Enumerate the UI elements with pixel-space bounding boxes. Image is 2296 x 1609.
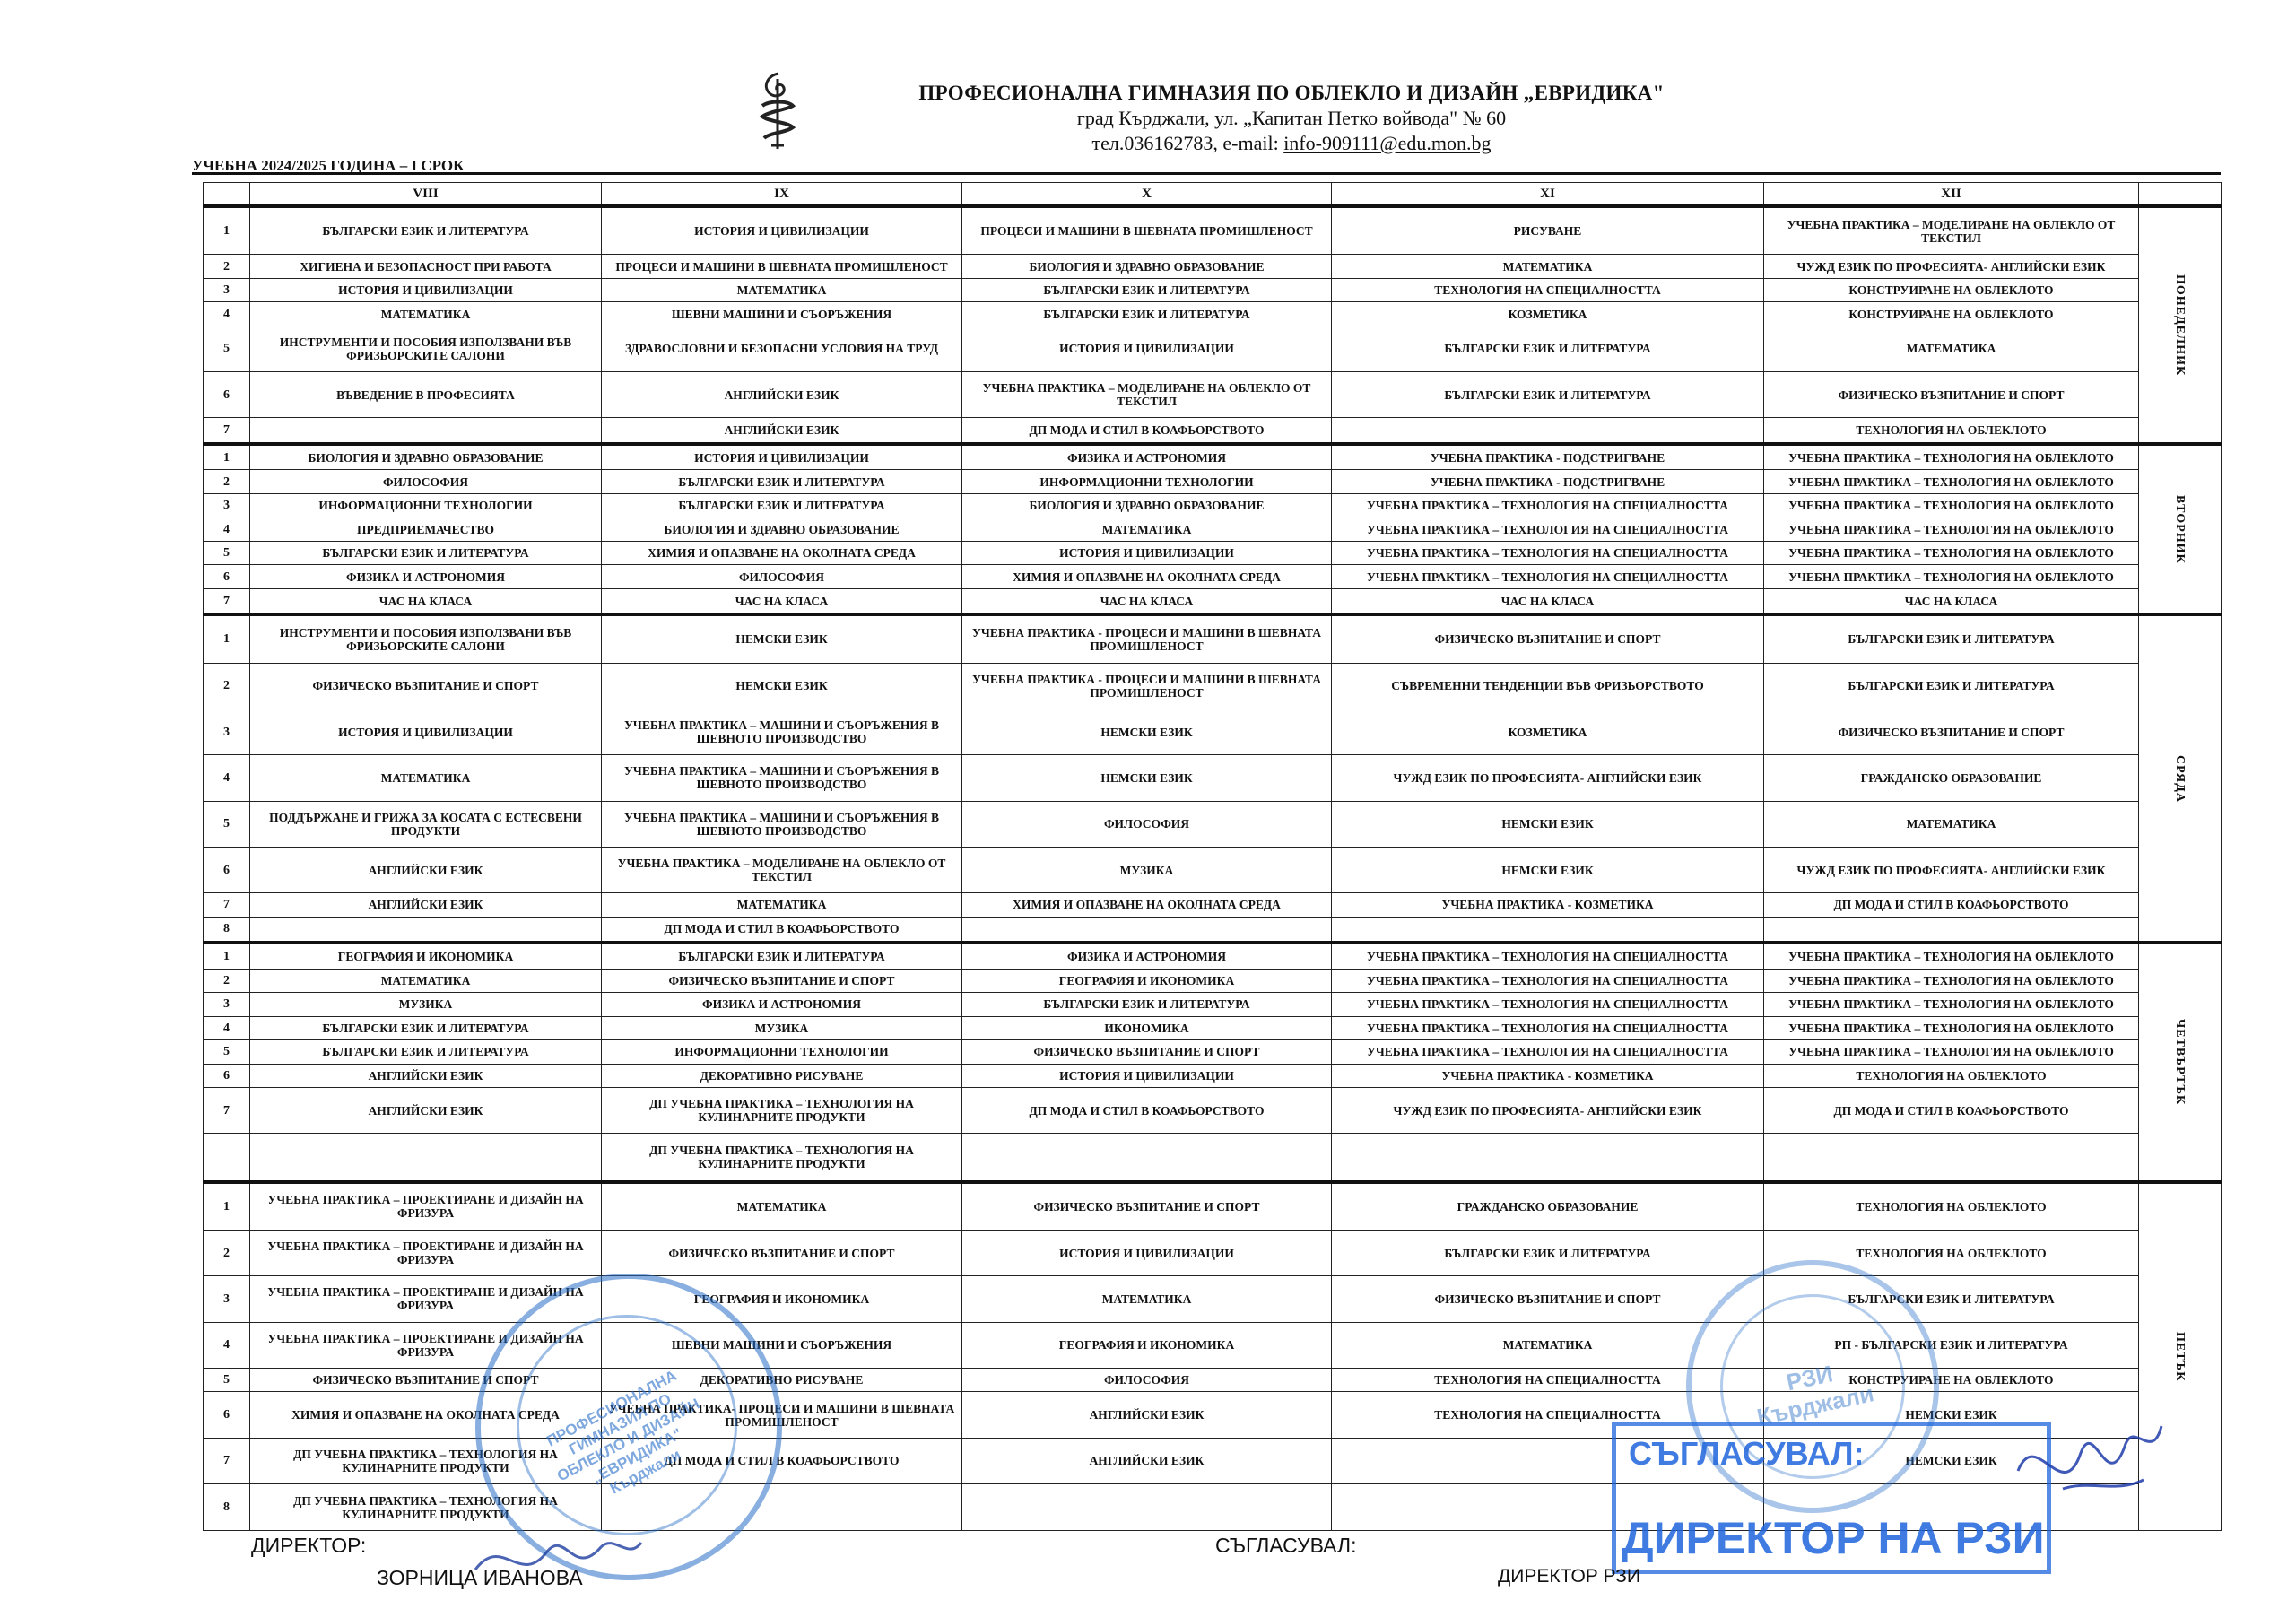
lesson-cell: ФИЗИЧЕСКО ВЪЗПИТАНИЕ И СПОРТ xyxy=(962,1040,1332,1064)
lesson-cell xyxy=(1332,418,1764,444)
director-name: ЗОРНИЦА ИВАНОВА xyxy=(377,1566,583,1589)
lesson-cell: МАТЕМАТИКА xyxy=(1764,801,2139,847)
timetable-row xyxy=(204,1088,2222,1134)
lesson-cell: ИСТОРИЯ И ЦИВИЛИЗАЦИИ xyxy=(962,541,1332,564)
lesson-cell: ИСТОРИЯ И ЦИВИЛИЗАЦИИ xyxy=(962,1064,1332,1087)
lesson-number: 7 xyxy=(204,1438,250,1483)
lesson-cell: ДП МОДА И СТИЛ В КОАФЬОРСТВОТО xyxy=(602,917,962,943)
lesson-cell: ЧАС НА КЛАСА xyxy=(1764,588,2139,614)
lesson-cell: УЧЕБНА ПРАКТИКА – ТЕХНОЛОГИЯ НА ОБЛЕКЛОТО xyxy=(1764,993,2139,1016)
lesson-cell: БЪЛГАРСКИ ЕЗИК И ЛИТЕРАТУРА xyxy=(962,302,1332,326)
box-stamp-agreed: СЪГЛАСУВАЛ: xyxy=(1629,1435,1865,1472)
lesson-cell: БЪЛГАРСКИ ЕЗИК И ЛИТЕРАТУРА xyxy=(1332,326,1764,371)
lesson-cell: ХИМИЯ И ОПАЗВАНЕ НА ОКОЛНАТА СРЕДА xyxy=(602,541,962,564)
lesson-cell: УЧЕБНА ПРАКТИКА – ТЕХНОЛОГИЯ НА СПЕЦИАЛНОСТТА xyxy=(1332,969,1764,992)
lesson-cell: УЧЕБНА ПРАКТИКА – МОДЕЛИРАНЕ НА ОБЛЕКЛО ОТ ТЕКСТИЛ xyxy=(962,372,1332,418)
lesson-cell: БИОЛОГИЯ И ЗДРАВНО ОБРАЗОВАНИЕ xyxy=(962,255,1332,278)
timetable-row xyxy=(204,1182,2222,1231)
timetable-row xyxy=(204,801,2222,847)
timetable-row xyxy=(204,1040,2222,1064)
lesson-cell: УЧЕБНА ПРАКТИКА – ТЕХНОЛОГИЯ НА ОБЛЕКЛОТО xyxy=(1764,969,2139,992)
lesson-cell: УЧЕБНА ПРАКТИКА – ТЕХНОЛОГИЯ НА СПЕЦИАЛНОСТТА xyxy=(1332,943,1764,969)
lesson-cell: ИСТОРИЯ И ЦИВИЛИЗАЦИИ xyxy=(250,709,602,754)
contact-email-link[interactable]: info-909111@edu.mon.bg xyxy=(1283,132,1492,154)
rzi-signature xyxy=(2009,1408,2170,1525)
timetable-row xyxy=(204,278,2222,301)
lesson-number: 6 xyxy=(204,565,250,588)
lesson-cell: АНГЛИЙСКИ ЕЗИК xyxy=(250,893,602,917)
lesson-cell: УЧЕБНА ПРАКТИКА – МОДЕЛИРАНЕ НА ОБЛЕКЛО ОТ ТЕКСТИЛ xyxy=(1764,206,2139,255)
lesson-number: 2 xyxy=(204,969,250,992)
lesson-cell: УЧЕБНА ПРАКТИКА- ПРОЦЕСИ И МАШИНИ В ШЕВНАТА ПРОМИШЛЕНОСТ xyxy=(602,1392,962,1438)
lesson-cell: АНГЛИЙСКИ ЕЗИК xyxy=(962,1392,1332,1438)
timetable-row xyxy=(204,847,2222,892)
lesson-cell: БИОЛОГИЯ И ЗДРАВНО ОБРАЗОВАНИЕ xyxy=(250,444,602,470)
lesson-cell: МАТЕМАТИКА xyxy=(602,278,962,301)
lesson-number: 6 xyxy=(204,372,250,418)
lesson-cell: АНГЛИЙСКИ ЕЗИК xyxy=(602,418,962,444)
header-divider xyxy=(192,172,2221,175)
lesson-cell: ШЕВНИ МАШИНИ И СЪОРЪЖЕНИЯ xyxy=(602,1322,962,1368)
lesson-cell: УЧЕБНА ПРАКТИКА – ТЕХНОЛОГИЯ НА ОБЛЕКЛОТО xyxy=(1764,943,2139,969)
lesson-cell: КОЗМЕТИКА xyxy=(1332,709,1764,754)
timetable-row xyxy=(204,1064,2222,1087)
day-label: СРЯДА xyxy=(2173,754,2187,803)
lesson-cell: ЧАС НА КЛАСА xyxy=(250,588,602,614)
lesson-cell: МУЗИКА xyxy=(602,1016,962,1039)
lesson-cell: УЧЕБНА ПРАКТИКА – ТЕХНОЛОГИЯ НА СПЕЦИАЛНОСТТА xyxy=(1332,541,1764,564)
lesson-cell: ГЕОГРАФИЯ И ИКОНОМИКА xyxy=(962,1322,1332,1368)
lesson-number: 3 xyxy=(204,1276,250,1322)
lesson-cell: ХИГИЕНА И БЕЗОПАСНОСТ ПРИ РАБОТА xyxy=(250,255,602,278)
lesson-cell: ДП МОДА И СТИЛ В КОАФЬОРСТВОТО xyxy=(1764,1088,2139,1134)
lesson-cell: РИСУВАНЕ xyxy=(1332,206,1764,255)
timetable-row xyxy=(204,326,2222,371)
lesson-cell: УЧЕБНА ПРАКТИКА - ПОДСТРИГВАНЕ xyxy=(1332,470,1764,493)
lesson-cell: ФИЗИЧЕСКО ВЪЗПИТАНИЕ И СПОРТ xyxy=(1764,372,2139,418)
column-header-class: VIII xyxy=(250,183,602,207)
timetable-row xyxy=(204,372,2222,418)
lesson-number: 3 xyxy=(204,493,250,517)
lesson-cell: УЧЕБНА ПРАКТИКА – ПРОЕКТИРАНЕ И ДИЗАЙН НА ФРИЗУРА xyxy=(250,1182,602,1231)
lesson-cell: НЕМСКИ ЕЗИК xyxy=(1332,801,1764,847)
lesson-cell: НЕМСКИ ЕЗИК xyxy=(1764,1392,2139,1438)
lesson-cell: ФИЗИКА И АСТРОНОМИЯ xyxy=(602,993,962,1016)
lesson-cell: УЧЕБНА ПРАКТИКА – ТЕХНОЛОГИЯ НА ОБЛЕКЛОТО xyxy=(1764,1016,2139,1039)
lesson-cell: ПРОЦЕСИ И МАШИНИ В ШЕВНАТА ПРОМИШЛЕНОСТ xyxy=(962,206,1332,255)
lesson-cell: ПРЕДПРИЕМАЧЕСТВО xyxy=(250,517,602,541)
lesson-cell: ТЕХНОЛОГИЯ НА СПЕЦИАЛНОСТТА xyxy=(1332,1368,1764,1391)
day-label-cell xyxy=(2139,444,2222,614)
lesson-cell: ХИМИЯ И ОПАЗВАНЕ НА ОКОЛНАТА СРЕДА xyxy=(250,1392,602,1438)
lesson-cell: УЧЕБНА ПРАКТИКА – ПРОЕКТИРАНЕ И ДИЗАЙН НА ФРИЗУРА xyxy=(250,1231,602,1276)
lesson-cell: УЧЕБНА ПРАКТИКА – ТЕХНОЛОГИЯ НА ОБЛЕКЛОТО xyxy=(1764,565,2139,588)
lesson-cell: ЗДРАВОСЛОВНИ И БЕЗОПАСНИ УСЛОВИЯ НА ТРУД xyxy=(602,326,962,371)
lesson-number: 8 xyxy=(204,917,250,943)
timetable-row xyxy=(204,663,2222,709)
lesson-number: 7 xyxy=(204,418,250,444)
timetable-row xyxy=(204,444,2222,470)
lesson-cell: ИСТОРИЯ И ЦИВИЛИЗАЦИИ xyxy=(250,278,602,301)
lesson-cell: МАТЕМАТИКА xyxy=(1332,1322,1764,1368)
lesson-cell: ПОДДЪРЖАНЕ И ГРИЖА ЗА КОСАТА С ЕСТЕСВЕНИ ПРОДУКТИ xyxy=(250,801,602,847)
column-header-day xyxy=(2139,183,2222,207)
lesson-cell: ДП МОДА И СТИЛ В КОАФЬОРСТВОТО xyxy=(602,1438,962,1483)
day-label-cell xyxy=(2139,614,2222,943)
lesson-cell: ФИЗИЧЕСКО ВЪЗПИТАНИЕ И СПОРТ xyxy=(602,1231,962,1276)
lesson-cell: АНГЛИЙСКИ ЕЗИК xyxy=(250,847,602,892)
lesson-cell: БЪЛГАРСКИ ЕЗИК И ЛИТЕРАТУРА xyxy=(602,943,962,969)
timetable-header-row xyxy=(204,183,2222,207)
lesson-cell: ФИЗИКА И АСТРОНОМИЯ xyxy=(962,943,1332,969)
lesson-cell: ЧУЖД ЕЗИК ПО ПРОФЕСИЯТА- АНГЛИЙСКИ ЕЗИК xyxy=(1332,755,1764,801)
lesson-cell: ЧАС НА КЛАСА xyxy=(1332,588,1764,614)
timetable-row xyxy=(204,993,2222,1016)
timetable-row xyxy=(204,470,2222,493)
contact-phone: тел.036162783, e-mail: xyxy=(1091,132,1284,154)
lesson-number: 5 xyxy=(204,541,250,564)
lesson-cell: ФИЗИЧЕСКО ВЪЗПИТАНИЕ И СПОРТ xyxy=(250,663,602,709)
lesson-cell: МАТЕМАТИКА xyxy=(250,969,602,992)
lesson-cell: УЧЕБНА ПРАКТИКА – ТЕХНОЛОГИЯ НА СПЕЦИАЛНОСТТА xyxy=(1332,493,1764,517)
lesson-cell: ФИЗИЧЕСКО ВЪЗПИТАНИЕ И СПОРТ xyxy=(1332,614,1764,663)
lesson-cell: ЧАС НА КЛАСА xyxy=(602,588,962,614)
lesson-cell: КОНСТРУИРАНЕ НА ОБЛЕКЛОТО xyxy=(1764,302,2139,326)
day-label: ПЕТЪК xyxy=(2173,1332,2187,1382)
lesson-cell xyxy=(1764,917,2139,943)
lesson-number: 4 xyxy=(204,1016,250,1039)
lesson-cell: УЧЕБНА ПРАКТИКА - КОЗМЕТИКА xyxy=(1332,1064,1764,1087)
rzi-stamp-text: РЗИ Кърджали xyxy=(1754,1360,1876,1431)
lesson-cell: ФИЛОСОФИЯ xyxy=(250,470,602,493)
timetable-row xyxy=(204,541,2222,564)
lesson-cell: УЧЕБНА ПРАКТИКА – ТЕХНОЛОГИЯ НА СПЕЦИАЛНОСТТА xyxy=(1332,517,1764,541)
lesson-cell: ЧАС НА КЛАСА xyxy=(962,588,1332,614)
lesson-cell: УЧЕБНА ПРАКТИКА - ПРОЦЕСИ И МАШИНИ В ШЕВНАТА ПРОМИШЛЕНОСТ xyxy=(962,663,1332,709)
lesson-number: 3 xyxy=(204,709,250,754)
agreed-label: СЪГЛАСУВАЛ: xyxy=(1215,1534,1357,1557)
lesson-number: 5 xyxy=(204,1368,250,1391)
day-label-cell xyxy=(2139,943,2222,1182)
lesson-cell: УЧЕБНА ПРАКТИКА – ТЕХНОЛОГИЯ НА ОБЛЕКЛОТО xyxy=(1764,470,2139,493)
lesson-number: 6 xyxy=(204,847,250,892)
lesson-cell: МАТЕМАТИКА xyxy=(250,755,602,801)
lesson-cell: ФИЛОСОФИЯ xyxy=(602,565,962,588)
lesson-cell: ФИЛОСОФИЯ xyxy=(962,801,1332,847)
day-label: ЧЕТВЪРТЪК xyxy=(2173,1019,2187,1106)
lesson-cell: УЧЕБНА ПРАКТИКА – ТЕХНОЛОГИЯ НА СПЕЦИАЛНОСТТА xyxy=(1332,1040,1764,1064)
day-label: ВТОРНИК xyxy=(2173,494,2187,564)
lesson-cell: ФИЗИКА И АСТРОНОМИЯ xyxy=(250,565,602,588)
lesson-cell: КОНСТРУИРАНЕ НА ОБЛЕКЛОТО xyxy=(1764,278,2139,301)
lesson-cell: КОЗМЕТИКА xyxy=(1332,302,1764,326)
lesson-cell: БЪЛГАРСКИ ЕЗИК И ЛИТЕРАТУРА xyxy=(602,470,962,493)
timetable-row xyxy=(204,614,2222,663)
lesson-number: 5 xyxy=(204,326,250,371)
lesson-cell: УЧЕБНА ПРАКТИКА - ПРОЦЕСИ И МАШИНИ В ШЕВНАТА ПРОМИШЛЕНОСТ xyxy=(962,614,1332,663)
lesson-cell: ПРОЦЕСИ И МАШИНИ В ШЕВНАТА ПРОМИШЛЕНОСТ xyxy=(602,255,962,278)
lesson-cell: АНГЛИЙСКИ ЕЗИК xyxy=(250,1088,602,1134)
lesson-cell: ТЕХНОЛОГИЯ НА СПЕЦИАЛНОСТТА xyxy=(1332,1392,1764,1438)
lesson-cell: ФИЗИЧЕСКО ВЪЗПИТАНИЕ И СПОРТ xyxy=(602,969,962,992)
lesson-cell: ДП УЧЕБНА ПРАКТИКА – ТЕХНОЛОГИЯ НА КУЛИНАРНИТЕ ПРОДУКТИ xyxy=(250,1438,602,1483)
rzi-director-label: ДИРЕКТОР РЗИ xyxy=(1498,1566,1640,1587)
lesson-cell: УЧЕБНА ПРАКТИКА – ТЕХНОЛОГИЯ НА ОБЛЕКЛОТО xyxy=(1764,517,2139,541)
lesson-cell: ДП МОДА И СТИЛ В КОАФЬОРСТВОТО xyxy=(1764,893,2139,917)
lesson-cell: ТЕХНОЛОГИЯ НА ОБЛЕКЛОТО xyxy=(1764,1231,2139,1276)
lesson-cell: УЧЕБНА ПРАКТИКА – ТЕХНОЛОГИЯ НА ОБЛЕКЛОТО xyxy=(1764,1040,2139,1064)
lesson-number: 1 xyxy=(204,1182,250,1231)
lesson-cell: УЧЕБНА ПРАКТИКА – ТЕХНОЛОГИЯ НА ОБЛЕКЛОТО xyxy=(1764,541,2139,564)
lesson-cell: УЧЕБНА ПРАКТИКА - ПОДСТРИГВАНЕ xyxy=(1332,444,1764,470)
lesson-cell: ИНФОРМАЦИОННИ ТЕХНОЛОГИИ xyxy=(250,493,602,517)
timetable-row xyxy=(204,302,2222,326)
timetable-row xyxy=(204,943,2222,969)
school-header xyxy=(753,81,1830,156)
lesson-cell: УЧЕБНА ПРАКТИКА – ПРОЕКТИРАНЕ И ДИЗАЙН НА ФРИЗУРА xyxy=(250,1322,602,1368)
lesson-cell: ГЕОГРАФИЯ И ИКОНОМИКА xyxy=(602,1276,962,1322)
lesson-cell: ГЕОГРАФИЯ И ИКОНОМИКА xyxy=(250,943,602,969)
lesson-cell: ИНФОРМАЦИОННИ ТЕХНОЛОГИИ xyxy=(602,1040,962,1064)
timetable-row xyxy=(204,517,2222,541)
lesson-number: 4 xyxy=(204,755,250,801)
lesson-cell: ТЕХНОЛОГИЯ НА ОБЛЕКЛОТО xyxy=(1764,1182,2139,1231)
lesson-cell: ТЕХНОЛОГИЯ НА ОБЛЕКЛОТО xyxy=(1764,1064,2139,1087)
lesson-cell: БЪЛГАРСКИ ЕЗИК И ЛИТЕРАТУРА xyxy=(1332,372,1764,418)
lesson-cell: БЪЛГАРСКИ ЕЗИК И ЛИТЕРАТУРА xyxy=(250,1040,602,1064)
lesson-cell: ИСТОРИЯ И ЦИВИЛИЗАЦИИ xyxy=(602,444,962,470)
lesson-number: 5 xyxy=(204,801,250,847)
timetable-row xyxy=(204,493,2222,517)
lesson-cell: БЪЛГАРСКИ ЕЗИК И ЛИТЕРАТУРА xyxy=(1764,614,2139,663)
lesson-cell: УЧЕБНА ПРАКТИКА – ТЕХНОЛОГИЯ НА ОБЛЕКЛОТО xyxy=(1764,444,2139,470)
lesson-cell: УЧЕБНА ПРАКТИКА – ТЕХНОЛОГИЯ НА ОБЛЕКЛОТО xyxy=(1764,493,2139,517)
lesson-cell xyxy=(250,1134,602,1182)
lesson-number: 7 xyxy=(204,588,250,614)
lesson-cell: УЧЕБНА ПРАКТИКА – ТЕХНОЛОГИЯ НА СПЕЦИАЛНОСТТА xyxy=(1332,993,1764,1016)
lesson-cell: БЪЛГАРСКИ ЕЗИК И ЛИТЕРАТУРА xyxy=(250,206,602,255)
lesson-number: 1 xyxy=(204,206,250,255)
lesson-cell: МАТЕМАТИКА xyxy=(1764,326,2139,371)
column-header-class: XI xyxy=(1332,183,1764,207)
lesson-cell: ШЕВНИ МАШИНИ И СЪОРЪЖЕНИЯ xyxy=(602,302,962,326)
lesson-number: 1 xyxy=(204,444,250,470)
school-stamp-text: ПРОФЕСИОНАЛНА ГИМНАЗИЯ ПО ОБЛЕКЛО И ДИЗАЙН „ЕВРИДИКА" Кърджали xyxy=(544,1366,703,1498)
lesson-number: 1 xyxy=(204,943,250,969)
lesson-cell: ГРАЖДАНСКО ОБРАЗОВАНИЕ xyxy=(1764,755,2139,801)
day-label-cell xyxy=(2139,206,2222,444)
lesson-cell: БЪЛГАРСКИ ЕЗИК И ЛИТЕРАТУРА xyxy=(1332,1231,1764,1276)
lesson-number: 2 xyxy=(204,470,250,493)
lesson-cell: НЕМСКИ ЕЗИК xyxy=(962,755,1332,801)
lesson-cell: НЕМСКИ ЕЗИК xyxy=(962,709,1332,754)
school-title: ПРОФЕСИОНАЛНА ГИМНАЗИЯ ПО ОБЛЕКЛО И ДИЗАЙН „ЕВРИДИКА" xyxy=(918,82,1665,104)
lesson-cell: УЧЕБНА ПРАКТИКА - КОЗМЕТИКА xyxy=(1332,893,1764,917)
lesson-number: 2 xyxy=(204,1231,250,1276)
lesson-cell: ФИЗИЧЕСКО ВЪЗПИТАНИЕ И СПОРТ xyxy=(962,1182,1332,1231)
lesson-cell: ДП МОДА И СТИЛ В КОАФЬОРСТВОТО xyxy=(962,418,1332,444)
lesson-cell: ИСТОРИЯ И ЦИВИЛИЗАЦИИ xyxy=(602,206,962,255)
lesson-cell: СЪВРЕМЕННИ ТЕНДЕНЦИИ ВЪВ ФРИЗЬОРСТВОТО xyxy=(1332,663,1764,709)
lesson-cell xyxy=(250,418,602,444)
lesson-cell: ДЕКОРАТИВНО РИСУВАНЕ xyxy=(602,1064,962,1087)
lesson-cell: ИСТОРИЯ И ЦИВИЛИЗАЦИИ xyxy=(962,326,1332,371)
lesson-number: 7 xyxy=(204,893,250,917)
timetable-row xyxy=(204,709,2222,754)
lesson-cell: ДП УЧЕБНА ПРАКТИКА – ТЕХНОЛОГИЯ НА КУЛИНАРНИТЕ ПРОДУКТИ xyxy=(250,1484,602,1531)
lesson-cell: УЧЕБНА ПРАКТИКА – ТЕХНОЛОГИЯ НА СПЕЦИАЛНОСТТА xyxy=(1332,1016,1764,1039)
lesson-cell: АНГЛИЙСКИ ЕЗИК xyxy=(602,372,962,418)
lesson-number xyxy=(204,1134,250,1182)
lesson-cell xyxy=(962,1134,1332,1182)
timetable-row xyxy=(204,917,2222,943)
lesson-number: 4 xyxy=(204,302,250,326)
lesson-cell: ДП УЧЕБНА ПРАКТИКА – ТЕХНОЛОГИЯ НА КУЛИНАРНИТЕ ПРОДУКТИ xyxy=(602,1134,962,1182)
lesson-number: 5 xyxy=(204,1040,250,1064)
timetable-row xyxy=(204,588,2222,614)
lesson-cell: БИОЛОГИЯ И ЗДРАВНО ОБРАЗОВАНИЕ xyxy=(602,517,962,541)
lesson-cell: УЧЕБНА ПРАКТИКА – ТЕХНОЛОГИЯ НА СПЕЦИАЛНОСТТА xyxy=(1332,565,1764,588)
lesson-cell: ДП УЧЕБНА ПРАКТИКА – ТЕХНОЛОГИЯ НА КУЛИНАРНИТЕ ПРОДУКТИ xyxy=(602,1088,962,1134)
school-year-label: УЧЕБНА 2024/2025 ГОДИНА – I СРОК xyxy=(192,157,465,174)
lesson-cell: УЧЕБНА ПРАКТИКА – МАШИНИ И СЪОРЪЖЕНИЯ В ШЕВНОТО ПРОИЗВОДСТВО xyxy=(602,709,962,754)
lesson-cell: ФИЗИКА И АСТРОНОМИЯ xyxy=(962,444,1332,470)
lesson-cell: МАТЕМАТИКА xyxy=(602,1182,962,1231)
timetable-row xyxy=(204,1231,2222,1276)
lesson-cell: ФИЗИЧЕСКО ВЪЗПИТАНИЕ И СПОРТ xyxy=(250,1368,602,1391)
lesson-cell: ТЕХНОЛОГИЯ НА ОБЛЕКЛОТО xyxy=(1764,418,2139,444)
lesson-cell: БЪЛГАРСКИ ЕЗИК И ЛИТЕРАТУРА xyxy=(962,993,1332,1016)
lesson-cell: УЧЕБНА ПРАКТИКА – МАШИНИ И СЪОРЪЖЕНИЯ В ШЕВНОТО ПРОИЗВОДСТВО xyxy=(602,801,962,847)
lesson-number: 6 xyxy=(204,1064,250,1087)
lesson-cell xyxy=(962,917,1332,943)
timetable-row xyxy=(204,206,2222,255)
lesson-cell: НЕМСКИ ЕЗИК xyxy=(602,663,962,709)
lesson-cell: БЪЛГАРСКИ ЕЗИК И ЛИТЕРАТУРА xyxy=(250,1016,602,1039)
lesson-number: 1 xyxy=(204,614,250,663)
lesson-cell: УЧЕБНА ПРАКТИКА – МОДЕЛИРАНЕ НА ОБЛЕКЛО ОТ ТЕКСТИЛ xyxy=(602,847,962,892)
lesson-cell: ФИЗИЧЕСКО ВЪЗПИТАНИЕ И СПОРТ xyxy=(1332,1276,1764,1322)
timetable-row xyxy=(204,893,2222,917)
lesson-cell: ГРАЖДАНСКО ОБРАЗОВАНИЕ xyxy=(1332,1182,1764,1231)
lesson-number: 3 xyxy=(204,993,250,1016)
lesson-cell: БЪЛГАРСКИ ЕЗИК И ЛИТЕРАТУРА xyxy=(1764,1276,2139,1322)
lesson-cell: АНГЛИЙСКИ ЕЗИК xyxy=(962,1438,1332,1483)
lesson-cell: МУЗИКА xyxy=(962,847,1332,892)
lesson-cell: БИОЛОГИЯ И ЗДРАВНО ОБРАЗОВАНИЕ xyxy=(962,493,1332,517)
lesson-cell: ХИМИЯ И ОПАЗВАНЕ НА ОКОЛНАТА СРЕДА xyxy=(962,565,1332,588)
lesson-number: 3 xyxy=(204,278,250,301)
timetable-row xyxy=(204,755,2222,801)
timetable-row xyxy=(204,565,2222,588)
lesson-cell: АНГЛИЙСКИ ЕЗИК xyxy=(250,1064,602,1087)
lesson-cell xyxy=(1764,1134,2139,1182)
timetable-row xyxy=(204,1276,2222,1322)
lesson-cell: ФИЛОСОФИЯ xyxy=(962,1368,1332,1391)
lesson-cell: НЕМСКИ ЕЗИК xyxy=(1332,847,1764,892)
lesson-cell xyxy=(962,1484,1332,1531)
lesson-cell: МАТЕМАТИКА xyxy=(962,1276,1332,1322)
lesson-number: 6 xyxy=(204,1392,250,1438)
lesson-cell: КОНСТРУИРАНЕ НА ОБЛЕКЛОТО xyxy=(1764,1368,2139,1391)
timetable-row xyxy=(204,255,2222,278)
lesson-cell: БЪЛГАРСКИ ЕЗИК И ЛИТЕРАТУРА xyxy=(602,493,962,517)
lesson-cell: ЧУЖД ЕЗИК ПО ПРОФЕСИЯТА- АНГЛИЙСКИ ЕЗИК xyxy=(1332,1088,1764,1134)
approval-box-stamp xyxy=(1612,1422,2051,1574)
lesson-cell: ИНСТРУМЕНТИ И ПОСОБИЯ ИЗПОЛЗВАНИ ВЪВ ФРИЗЬОРСКИТЕ САЛОНИ xyxy=(250,326,602,371)
lesson-number: 8 xyxy=(204,1484,250,1531)
lesson-cell: ХИМИЯ И ОПАЗВАНЕ НА ОКОЛНАТА СРЕДА xyxy=(962,893,1332,917)
lesson-number: 4 xyxy=(204,1322,250,1368)
lesson-cell: БЪЛГАРСКИ ЕЗИК И ЛИТЕРАТУРА xyxy=(1764,663,2139,709)
timetable-row xyxy=(204,1134,2222,1182)
lesson-cell: ИНФОРМАЦИОННИ ТЕХНОЛОГИИ xyxy=(962,470,1332,493)
lesson-number: 2 xyxy=(204,663,250,709)
lesson-cell: РП - БЪЛГАРСКИ ЕЗИК И ЛИТЕРАТУРА xyxy=(1764,1322,2139,1368)
lesson-cell xyxy=(1332,1134,1764,1182)
lesson-number: 2 xyxy=(204,255,250,278)
lesson-cell: НЕМСКИ ЕЗИК xyxy=(1764,1438,2139,1483)
lesson-cell: МАТЕМАТИКА xyxy=(1332,255,1764,278)
lesson-number: 7 xyxy=(204,1088,250,1134)
lesson-cell: ГЕОГРАФИЯ И ИКОНОМИКА xyxy=(962,969,1332,992)
lesson-cell: ВЪВЕДЕНИЕ В ПРОФЕСИЯТА xyxy=(250,372,602,418)
lesson-cell: ЧУЖД ЕЗИК ПО ПРОФЕСИЯТА- АНГЛИЙСКИ ЕЗИК xyxy=(1764,847,2139,892)
column-header-class: X xyxy=(962,183,1332,207)
column-header-class: IX xyxy=(602,183,962,207)
lesson-cell: МАТЕМАТИКА xyxy=(250,302,602,326)
timetable-row xyxy=(204,969,2222,992)
lesson-cell: БЪЛГАРСКИ ЕЗИК И ЛИТЕРАТУРА xyxy=(962,278,1332,301)
lesson-cell: МУЗИКА xyxy=(250,993,602,1016)
lesson-cell: ИКОНОМИКА xyxy=(962,1016,1332,1039)
day-label: ПОНЕДЕЛНИК xyxy=(2173,274,2187,377)
lesson-cell: НЕМСКИ ЕЗИК xyxy=(602,614,962,663)
school-address: град Кърджали, ул. „Капитан Петко войвода" № 60 xyxy=(1076,107,1507,129)
timetable-row xyxy=(204,418,2222,444)
lesson-cell: ИСТОРИЯ И ЦИВИЛИЗАЦИИ xyxy=(962,1231,1332,1276)
lesson-cell xyxy=(250,917,602,943)
column-header-number xyxy=(204,183,250,207)
director-label: ДИРЕКТОР: xyxy=(251,1534,367,1557)
lesson-cell: ТЕХНОЛОГИЯ НА СПЕЦИАЛНОСТТА xyxy=(1332,278,1764,301)
lesson-cell xyxy=(1332,917,1764,943)
lesson-cell: ИНСТРУМЕНТИ И ПОСОБИЯ ИЗПОЛЗВАНИ ВЪВ ФРИЗЬОРСКИТЕ САЛОНИ xyxy=(250,614,602,663)
lesson-cell: ДП МОДА И СТИЛ В КОАФЬОРСТВОТО xyxy=(962,1088,1332,1134)
lesson-cell: УЧЕБНА ПРАКТИКА – ПРОЕКТИРАНЕ И ДИЗАЙН НА ФРИЗУРА xyxy=(250,1276,602,1322)
lesson-cell: УЧЕБНА ПРАКТИКА – МАШИНИ И СЪОРЪЖЕНИЯ В ШЕВНОТО ПРОИЗВОДСТВО xyxy=(602,755,962,801)
school-contact xyxy=(753,131,1830,156)
lesson-cell: МАТЕМАТИКА xyxy=(602,893,962,917)
lesson-cell: МАТЕМАТИКА xyxy=(962,517,1332,541)
column-header-class: XII xyxy=(1764,183,2139,207)
lesson-cell: БЪЛГАРСКИ ЕЗИК И ЛИТЕРАТУРА xyxy=(250,541,602,564)
lesson-number: 4 xyxy=(204,517,250,541)
lesson-cell: ДЕКОРАТИВНО РИСУВАНЕ xyxy=(602,1368,962,1391)
lesson-cell: ФИЗИЧЕСКО ВЪЗПИТАНИЕ И СПОРТ xyxy=(1764,709,2139,754)
box-stamp-director: ДИРЕКТОР НА РЗИ xyxy=(1622,1513,2045,1563)
timetable-row xyxy=(204,1016,2222,1039)
lesson-cell: ЧУЖД ЕЗИК ПО ПРОФЕСИЯТА- АНГЛИЙСКИ ЕЗИК xyxy=(1764,255,2139,278)
